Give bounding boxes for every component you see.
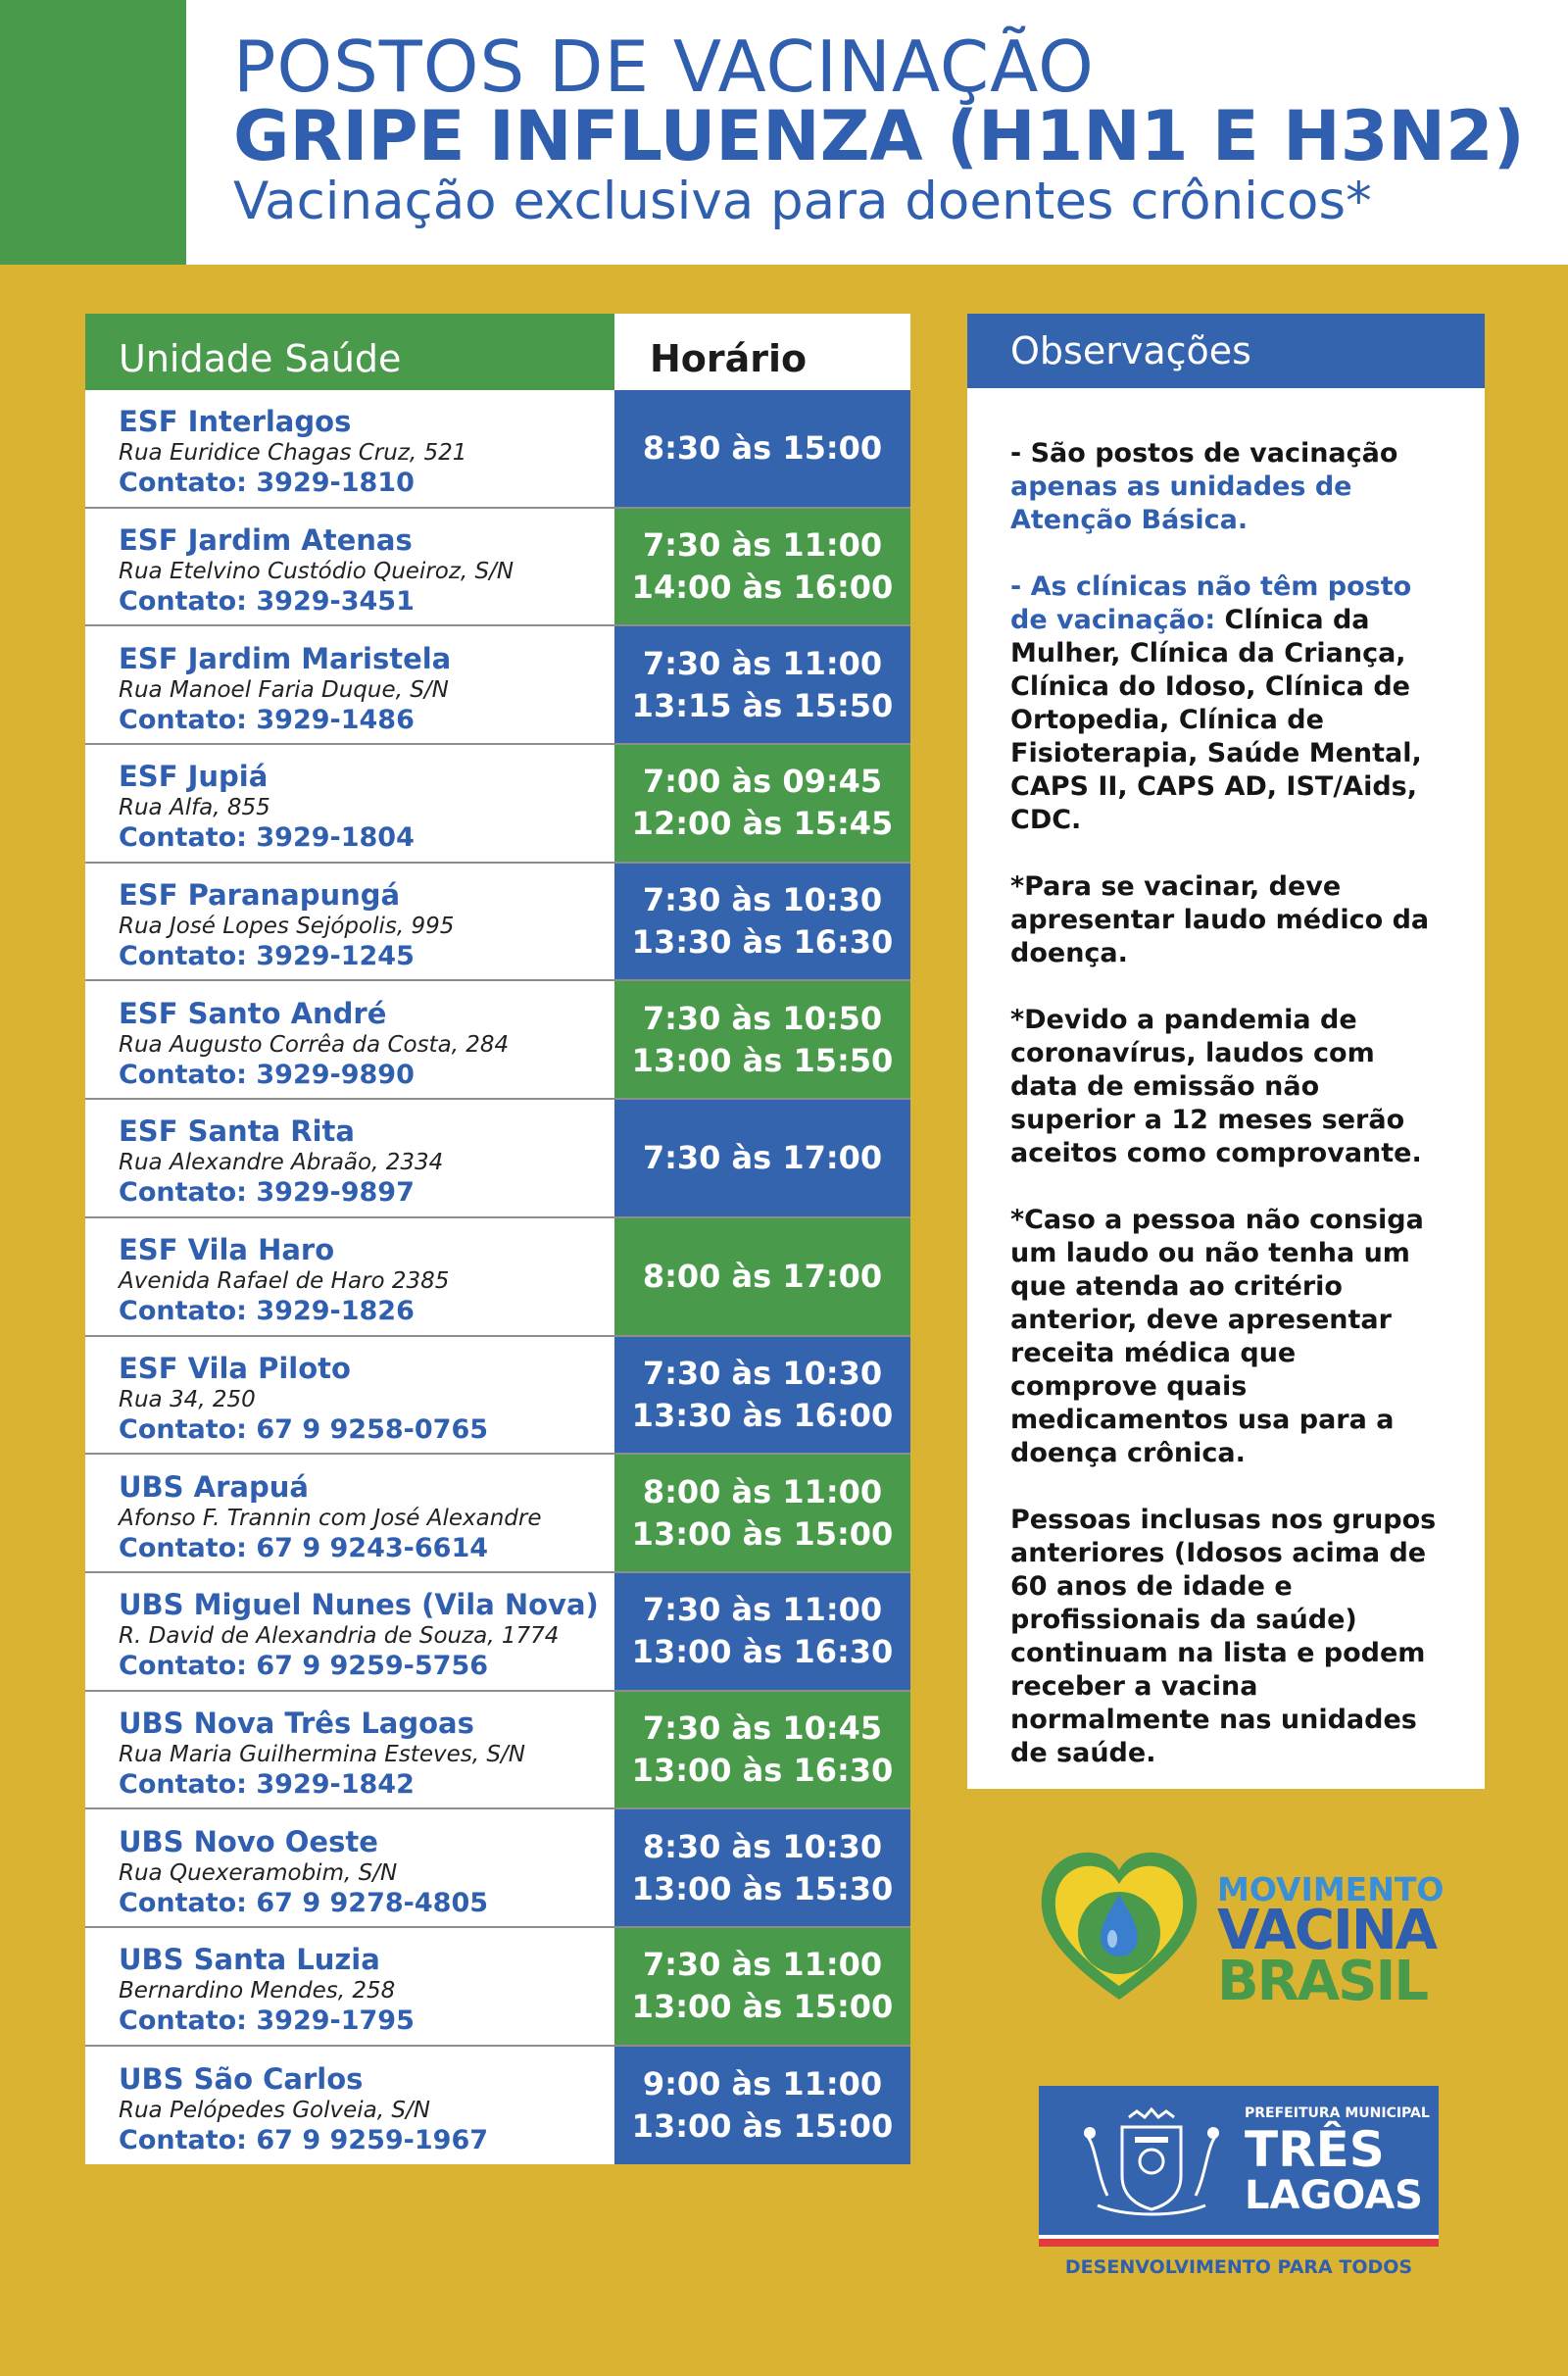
heart-drop-icon xyxy=(1034,1843,1205,2014)
title-line-1: POSTOS DE VACINAÇÃO xyxy=(233,25,1095,108)
hours-range: 13:15 às 15:50 xyxy=(631,686,894,724)
hours-cell xyxy=(614,1100,910,1216)
unit-contact: Contato: 3929-3451 xyxy=(119,586,415,618)
table-row xyxy=(85,745,910,864)
observations-body xyxy=(967,388,1485,1770)
hours-range: 13:00 às 15:00 xyxy=(631,2106,894,2145)
hours-range: 7:30 às 17:00 xyxy=(642,1138,883,1176)
column-header-hours: Horário xyxy=(614,314,910,390)
unit-address: Rua José Lopes Sejópolis, 995 xyxy=(119,914,455,940)
hours-range: 7:30 às 11:00 xyxy=(642,644,883,682)
table-row xyxy=(85,981,910,1100)
hours-range: 7:30 às 10:30 xyxy=(642,1354,883,1392)
table-header xyxy=(85,314,910,390)
table-row xyxy=(85,1809,910,1928)
table-row xyxy=(85,626,910,745)
table-row xyxy=(85,1573,910,1692)
table-row xyxy=(85,2047,910,2165)
unit-address: Rua 34, 250 xyxy=(119,1386,256,1412)
hours-cell xyxy=(614,2047,910,2165)
hours-range: 13:30 às 16:30 xyxy=(631,923,894,962)
table-row xyxy=(85,1692,910,1810)
table-row xyxy=(85,1218,910,1337)
obs-p2-text: Clínica da Mulher, Clínica da Criança, Clínica do Idoso, Clínica de Ortopedia, Clínica de Fisioterapia, Saúde Mental, CAPS II, CAPS AD, IST/Aids, CDC. xyxy=(1010,605,1422,835)
hours-cell xyxy=(614,1928,910,2045)
unit-contact: Contato: 67 9 9258-0765 xyxy=(119,1413,489,1445)
unit-cell xyxy=(85,390,614,507)
unit-name: ESF Paranapungá xyxy=(119,878,401,913)
table-row xyxy=(85,864,910,982)
table-row xyxy=(85,1455,910,1573)
hours-range: 8:00 às 11:00 xyxy=(642,1472,883,1510)
unit-contact: Contato: 3929-9897 xyxy=(119,1177,415,1209)
obs-paragraph-1 xyxy=(1010,437,1449,537)
unit-name: UBS Arapuá xyxy=(119,1469,309,1504)
hours-range: 9:00 às 11:00 xyxy=(642,2064,883,2103)
unit-name: ESF Santa Rita xyxy=(119,1114,355,1149)
unit-cell xyxy=(85,1218,614,1335)
obs-paragraph-4: *Devido a pandemia de coronavírus, laudos com data de emissão não superior a 12 meses serão aceitos como comprovante. xyxy=(1010,1005,1422,1168)
unit-name: UBS Santa Luzia xyxy=(119,1943,380,1977)
unit-cell xyxy=(85,1928,614,2045)
unit-contact: Contato: 3929-1804 xyxy=(119,822,415,854)
title-line-2: GRIPE INFLUENZA (H1N1 E H3N2) xyxy=(233,96,1525,176)
hours-range: 7:30 às 10:45 xyxy=(642,1708,883,1747)
unit-cell xyxy=(85,1337,614,1454)
city-crest-icon xyxy=(1068,2107,1235,2217)
hours-range: 13:00 às 15:00 xyxy=(631,1988,894,2026)
unit-contact: Contato: 67 9 9259-1967 xyxy=(119,2124,489,2155)
hours-cell xyxy=(614,981,910,1098)
unit-address: Afonso F. Trannin com José Alexandre xyxy=(119,1505,542,1531)
hours-cell xyxy=(614,1692,910,1808)
obs-paragraph-2 xyxy=(1010,570,1449,837)
hours-cell xyxy=(614,1337,910,1454)
hours-range: 13:30 às 16:00 xyxy=(631,1396,894,1434)
hours-range: 7:30 às 11:00 xyxy=(642,1946,883,1984)
unit-contact: Contato: 67 9 9259-5756 xyxy=(119,1651,489,1682)
unit-name: UBS Miguel Nunes (Vila Nova) xyxy=(119,1588,599,1622)
table-row xyxy=(85,1100,910,1218)
hours-range: 13:00 às 15:00 xyxy=(631,1514,894,1553)
hours-range: 13:00 às 15:30 xyxy=(631,1869,894,1907)
unit-contact: Contato: 3929-1245 xyxy=(119,941,415,972)
header-banner xyxy=(0,0,1568,265)
header-green-block xyxy=(0,0,186,265)
obs-paragraph-6: Pessoas inclusas nos grupos anteriores (Idosos acima de 60 anos de idade e profissionais da saúde) continuam na lista e podem receber a vacina normalmente nas unidades de saúde. xyxy=(1010,1505,1437,1768)
unit-address: Rua Euridice Chagas Cruz, 521 xyxy=(119,440,467,467)
hours-range: 13:00 às 15:50 xyxy=(631,1041,894,1079)
unit-name: ESF Jardim Atenas xyxy=(119,523,413,558)
unit-contact: Contato: 3929-1810 xyxy=(119,468,415,499)
unit-address: Rua Pelópedes Golveia, S/N xyxy=(119,2097,430,2123)
hours-range: 13:00 às 16:30 xyxy=(631,1751,894,1789)
unit-address: Rua Alexandre Abraão, 2334 xyxy=(119,1150,444,1176)
unit-cell xyxy=(85,1809,614,1926)
hours-cell xyxy=(614,864,910,980)
unit-name: ESF Vila Haro xyxy=(119,1233,335,1267)
table-row xyxy=(85,390,910,509)
table-row xyxy=(85,1928,910,2047)
unit-contact: Contato: 3929-9890 xyxy=(119,1059,415,1090)
unit-contact: Contato: 3929-1795 xyxy=(119,2005,415,2037)
unit-address: R. David de Alexandria de Souza, 1774 xyxy=(119,1623,560,1650)
unit-address: Rua Alfa, 855 xyxy=(119,795,270,821)
unit-address: Bernardino Mendes, 258 xyxy=(119,1978,396,2005)
hours-cell xyxy=(614,1809,910,1926)
unit-cell xyxy=(85,1692,614,1808)
logo-text-vacina: VACINA xyxy=(1217,1899,1437,1962)
hours-range: 8:30 às 10:30 xyxy=(642,1827,883,1865)
hours-range: 8:00 às 17:00 xyxy=(642,1257,883,1295)
table-body xyxy=(85,390,910,2164)
unit-name: UBS Nova Três Lagoas xyxy=(119,1706,474,1740)
obs-p1-text: - São postos de vacinação xyxy=(1010,438,1398,469)
unit-cell xyxy=(85,1573,614,1690)
hours-range: 13:00 às 16:30 xyxy=(631,1633,894,1671)
prefeitura-small-text: PREFEITURA MUNICIPAL xyxy=(1245,2105,1430,2121)
vaccination-table xyxy=(85,314,910,2164)
subtitle: Vacinação exclusiva para doentes crônicos* xyxy=(233,172,1372,231)
hours-cell xyxy=(614,1218,910,1335)
city-name-line-1: TRÊS xyxy=(1245,2121,1385,2178)
movimento-vacina-brasil-logo xyxy=(1034,1843,1485,2019)
hours-cell xyxy=(614,390,910,507)
prefeitura-slogan: DESENVOLVIMENTO PARA TODOS xyxy=(1064,2256,1413,2278)
unit-address: Avenida Rafael de Haro 2385 xyxy=(119,1268,450,1295)
unit-name: ESF Jupiá xyxy=(119,760,269,794)
hours-cell xyxy=(614,1573,910,1690)
obs-paragraph-3: *Para se vacinar, deve apresentar laudo médico da doença. xyxy=(1010,871,1430,968)
unit-cell xyxy=(85,981,614,1098)
unit-name: UBS Novo Oeste xyxy=(119,1824,378,1858)
unit-name: ESF Jardim Maristela xyxy=(119,641,452,675)
hours-range: 12:00 às 15:45 xyxy=(631,805,894,843)
unit-contact: Contato: 3929-1486 xyxy=(119,704,415,735)
unit-cell xyxy=(85,626,614,743)
hours-cell xyxy=(614,745,910,862)
unit-cell xyxy=(85,2047,614,2165)
unit-contact: Contato: 3929-1842 xyxy=(119,1768,415,1800)
prefeitura-logo xyxy=(1039,2086,1439,2247)
obs-paragraph-5: *Caso a pessoa não consiga um laudo ou não tenha um que atenda ao critério anterior, deve apresentar receita médica que comprove quais medicamentos usa para a doença crônica. xyxy=(1010,1205,1424,1468)
hours-cell xyxy=(614,626,910,743)
unit-cell xyxy=(85,864,614,980)
hours-range: 14:00 às 16:00 xyxy=(631,569,894,607)
unit-cell xyxy=(85,1455,614,1571)
city-name-line-2: LAGOAS xyxy=(1245,2173,1423,2218)
unit-contact: Contato: 3929-1826 xyxy=(119,1296,415,1327)
unit-cell xyxy=(85,745,614,862)
unit-cell xyxy=(85,1100,614,1216)
logo-text-brasil: BRASIL xyxy=(1217,1950,1427,2013)
hours-range: 7:30 às 11:00 xyxy=(642,1591,883,1629)
obs-p1-highlight: apenas as unidades de Atenção Básica. xyxy=(1010,471,1352,535)
hours-range: 7:00 às 09:45 xyxy=(642,763,883,801)
unit-name: ESF Vila Piloto xyxy=(119,1351,351,1385)
unit-address: Rua Augusto Corrêa da Costa, 284 xyxy=(119,1031,510,1058)
unit-contact: Contato: 67 9 9278-4805 xyxy=(119,1887,489,1918)
unit-address: Rua Maria Guilhermina Esteves, S/N xyxy=(119,1741,525,1767)
red-stripe xyxy=(1039,2235,1439,2247)
hours-range: 7:30 às 10:30 xyxy=(642,881,883,919)
observations-title: Observações xyxy=(967,314,1485,388)
unit-address: Rua Manoel Faria Duque, S/N xyxy=(119,676,449,703)
unit-cell xyxy=(85,509,614,625)
hours-range: 7:30 às 11:00 xyxy=(642,526,883,565)
unit-name: ESF Interlagos xyxy=(119,405,352,439)
unit-address: Rua Etelvino Custódio Queiroz, S/N xyxy=(119,559,514,585)
obs-p2-highlight: - As clínicas não têm posto de vacinação: xyxy=(1010,571,1412,635)
table-row xyxy=(85,509,910,627)
hours-cell xyxy=(614,1455,910,1571)
hours-cell xyxy=(614,509,910,625)
column-header-unit: Unidade Saúde xyxy=(85,314,614,390)
observations-panel xyxy=(967,314,1485,1789)
unit-name: ESF Santo André xyxy=(119,996,387,1030)
logo-text-movimento: MOVIMENTO xyxy=(1217,1870,1445,1908)
table-row xyxy=(85,1337,910,1456)
unit-name: UBS São Carlos xyxy=(119,2061,364,2096)
hours-range: 7:30 às 10:50 xyxy=(642,999,883,1037)
unit-contact: Contato: 67 9 9243-6614 xyxy=(119,1532,489,1563)
hours-range: 8:30 às 15:00 xyxy=(642,428,883,467)
unit-address: Rua Quexeramobim, S/N xyxy=(119,1859,398,1886)
